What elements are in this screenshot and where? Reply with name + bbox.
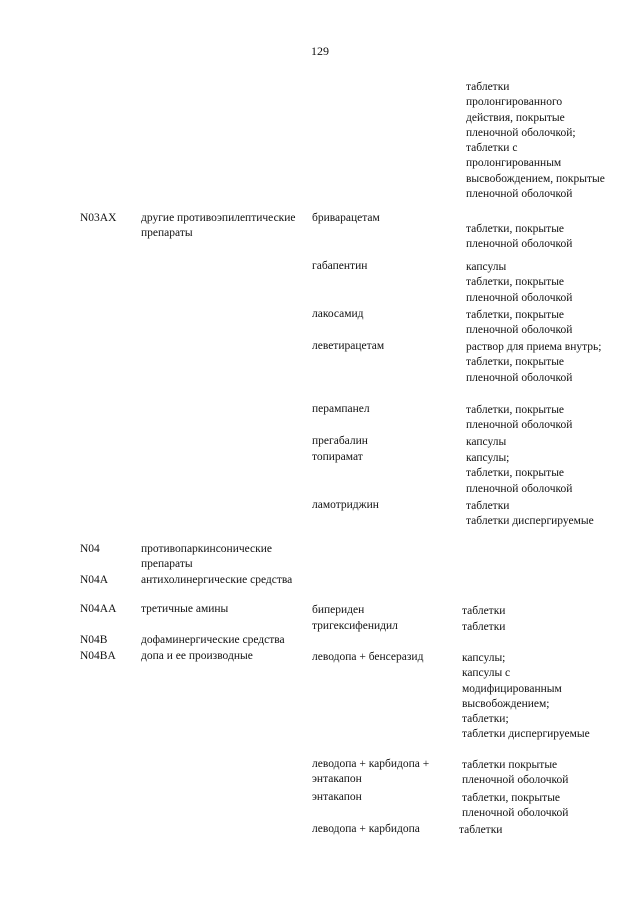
atc-code-cell: N04BA bbox=[80, 650, 116, 662]
dosage-form-cell: таблетки bbox=[459, 824, 503, 836]
atc-group-cell: третичные амины bbox=[141, 603, 229, 615]
dosage-form-cell: капсулы; капсулы с модифицированным высвобождением; таблетки; таблетки диспергируемые bbox=[462, 652, 590, 741]
dosage-form-cell: таблетки, покрытые пленочной оболочкой bbox=[466, 309, 573, 337]
atc-group-cell: другие противоэпилептические препараты bbox=[141, 212, 296, 240]
drug-name-cell: прегабалин bbox=[312, 435, 368, 447]
drug-name-cell: тригексифенидил bbox=[312, 620, 398, 632]
drug-name-cell: бриварацетам bbox=[312, 212, 380, 224]
atc-code-cell: N04B bbox=[80, 634, 108, 646]
atc-code-cell: N04 bbox=[80, 543, 100, 555]
atc-group-cell: антихолинергические средства bbox=[141, 574, 293, 586]
drug-name-cell: ламотриджин bbox=[312, 499, 379, 511]
dosage-form-cell: таблетки, покрытые пленочной оболочкой bbox=[462, 792, 569, 820]
drug-name-cell: бипериден bbox=[312, 604, 365, 616]
dosage-form-cell: капсулы; таблетки, покрытые пленочной оболочкой bbox=[466, 452, 573, 495]
dosage-form-cell: капсулы таблетки, покрытые пленочной оболочкой bbox=[466, 261, 573, 304]
drug-name-cell: перампанел bbox=[312, 403, 370, 415]
dosage-form-cell: таблетки пролонгированного действия, покрытые пленочной оболочкой; таблетки с пролонгированным высвобождением, покрытые пленочной оболочкой bbox=[466, 81, 605, 201]
dosage-form-cell: таблетки bbox=[462, 605, 506, 617]
dosage-form-cell: таблетки, покрытые пленочной оболочкой bbox=[466, 223, 573, 251]
dosage-form-cell: капсулы bbox=[466, 436, 507, 448]
atc-group-cell: дофаминергические средства bbox=[141, 634, 285, 646]
dosage-form-cell: таблетки таблетки диспергируемые bbox=[466, 500, 594, 528]
drug-name-cell: энтакапон bbox=[312, 791, 362, 803]
atc-code-cell: N04A bbox=[80, 574, 109, 586]
atc-code-cell: N04AA bbox=[80, 603, 117, 615]
atc-group-cell: допа и ее производные bbox=[141, 650, 253, 662]
drug-name-cell: габапентин bbox=[312, 260, 368, 272]
dosage-form-cell: таблетки, покрытые пленочной оболочкой bbox=[466, 404, 573, 432]
page-number: 129 bbox=[311, 44, 329, 58]
dosage-form-cell: таблетки покрытые пленочной оболочкой bbox=[462, 759, 569, 787]
drug-name-cell: леветирацетам bbox=[312, 340, 385, 352]
dosage-form-cell: раствор для приема внутрь; таблетки, покрытые пленочной оболочкой bbox=[466, 341, 602, 384]
drug-name-cell: лакосамид bbox=[312, 308, 364, 320]
atc-group-cell: противопаркинсонические препараты bbox=[141, 543, 272, 571]
drug-name-cell: топирамат bbox=[312, 451, 363, 463]
atc-code-cell: N03AX bbox=[80, 212, 117, 224]
dosage-form-cell: таблетки bbox=[462, 621, 506, 633]
drug-name-cell: леводопа + карбидопа bbox=[312, 823, 420, 835]
drug-name-cell: леводопа + карбидопа + энтакапон bbox=[312, 758, 430, 786]
drug-name-cell: леводопа + бенсеразид bbox=[312, 651, 424, 663]
